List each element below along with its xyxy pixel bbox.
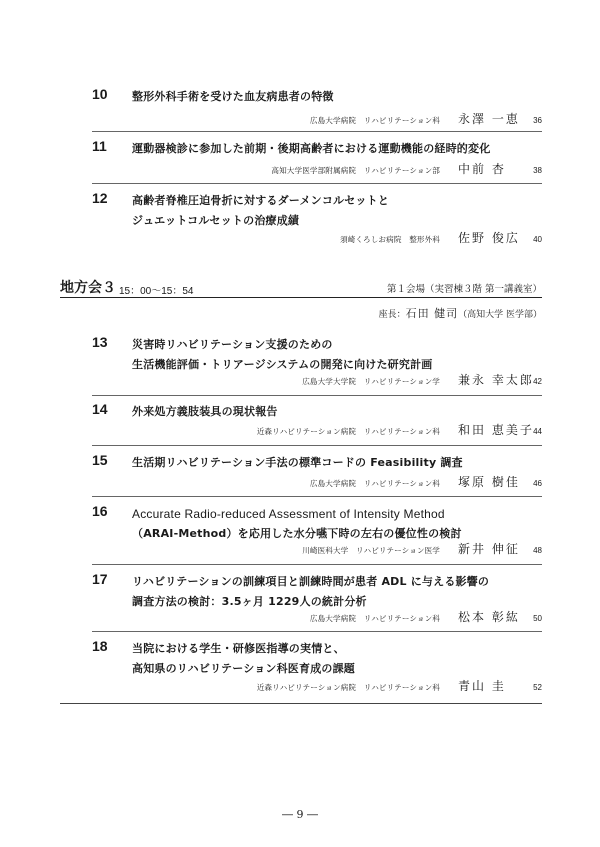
entry-divider [92, 631, 542, 632]
chair-affiliation: （高知大学 医学部） [458, 310, 542, 320]
entry-title: 高齢者脊椎圧迫骨折に対するダーメンコルセットと ジュエットコルセットの治療成績 [132, 194, 390, 227]
entry-affiliation: 高知大学医学部附属病院 リハビリテーション部 [271, 166, 440, 175]
entry-affiliation: 広島大学病院 リハビリテーション科 [309, 479, 440, 488]
program-entry-13 [92, 334, 542, 390]
entry-page: 38 [533, 166, 542, 175]
entry-affiliation: 広島大学病院 リハビリテーション科 [309, 614, 440, 623]
entry-author: 兼永 幸太郎 [458, 373, 534, 387]
entry-meta [271, 160, 542, 176]
entry-number: 14 [92, 401, 108, 417]
entry-page: 48 [533, 546, 542, 555]
entry-meta [257, 421, 542, 437]
entry-title: 災害時リハビリテーション支援のための 生活機能評価・トリアージシステムの開発に向けた研究計画 [132, 338, 433, 371]
entry-author: 和田 恵美子 [458, 423, 534, 437]
entry-divider [92, 496, 542, 497]
entry-affiliation: 近森リハビリテーション病院 リハビリテーション科 [256, 683, 440, 692]
entry-meta [310, 608, 542, 624]
entry-meta [302, 371, 542, 387]
session-room: 第１会場（実習棟３階 第一講義室） [386, 284, 542, 295]
entry-author: 新井 伸征 [458, 542, 520, 556]
entry-divider [92, 395, 542, 396]
entry-author: 塚原 樹佳 [458, 475, 520, 489]
entry-number: 15 [92, 452, 108, 468]
session-time: 15：00～15：54 [119, 286, 194, 297]
entry-affiliation: 須崎くろしお病院 整形外科 [339, 235, 440, 244]
entry-author: 佐野 俊広 [458, 231, 520, 245]
section-end-divider [60, 703, 542, 704]
entry-page: 36 [533, 116, 542, 125]
entry-title: 運動器検診に参加した前期・後期高齢者における運動機能の経時的変化 [132, 142, 491, 155]
entry-title: 整形外科手術を受けた血友病患者の特徴 [132, 90, 334, 103]
entry-number: 13 [92, 334, 108, 350]
program-entry-10 [92, 86, 542, 126]
entry-meta [340, 229, 542, 245]
entry-number: 18 [92, 638, 108, 654]
entry-page: 50 [533, 614, 542, 623]
entry-title: リハビリテーションの訓練項目と訓練時間が患者 ADL に与える影響の 調査方法の検討：3.5ヶ月 1229人の統計分析 [132, 575, 490, 608]
entry-meta [257, 677, 542, 693]
program-entry-15 [92, 452, 542, 492]
program-entry-12 [92, 190, 542, 246]
entry-author: 青山 圭 [458, 679, 506, 693]
entry-affiliation: 近森リハビリテーション病院 リハビリテーション科 [256, 427, 440, 436]
session-title: 地方会３ [60, 280, 116, 296]
entry-author: 松本 彰紘 [458, 610, 520, 624]
entry-title: Accurate Radio-reduced Assessment of Intensity Method （ARAI-Method）を応用した水分嚥下時の左右の優位性の検討 [132, 507, 462, 540]
entry-number: 11 [92, 138, 107, 154]
entry-divider [92, 445, 542, 446]
chair-label: 座長： [378, 310, 406, 320]
entry-affiliation: 広島大学病院 リハビリテーション科 [309, 116, 440, 125]
entry-affiliation: 川崎医科大学 リハビリテーション医学 [302, 546, 440, 555]
entry-divider [92, 131, 542, 132]
entry-number: 10 [92, 86, 108, 102]
entry-affiliation: 広島大学大学院 リハビリテーション学 [302, 377, 440, 386]
program-entry-14 [92, 401, 542, 441]
program-entry-11 [92, 138, 542, 178]
entry-divider [92, 183, 542, 184]
entry-page: 40 [533, 235, 542, 244]
session-chair [379, 305, 542, 321]
entry-author: 中前 杏 [458, 162, 506, 176]
entry-author: 永澤 一恵 [458, 112, 520, 126]
entry-number: 17 [92, 571, 108, 587]
entry-number: 12 [92, 190, 108, 206]
program-entry-17 [92, 571, 542, 627]
program-entry-18 [92, 638, 542, 694]
entry-divider [92, 564, 542, 565]
chair-name: 石田 健司 [405, 307, 459, 320]
entry-page: 44 [533, 427, 542, 436]
session-divider [60, 297, 542, 298]
entry-meta [302, 540, 542, 556]
entry-title: 外来処方義肢装具の現状報告 [132, 405, 278, 418]
program-entry-16 [92, 503, 542, 559]
entry-title: 生活期リハビリテーション手法の標準コードの Feasibility 調査 [132, 456, 463, 469]
entry-meta [310, 110, 542, 126]
entry-number: 16 [92, 503, 108, 519]
entry-page: 46 [533, 479, 542, 488]
entry-meta [310, 473, 542, 489]
entry-page: 42 [533, 377, 542, 386]
entry-title: 当院における学生・研修医指導の実情と、 高知県のリハビリテーション科医育成の課題 [132, 642, 356, 675]
entry-page: 52 [533, 683, 542, 692]
page-number: ― 9 ― [282, 808, 318, 821]
